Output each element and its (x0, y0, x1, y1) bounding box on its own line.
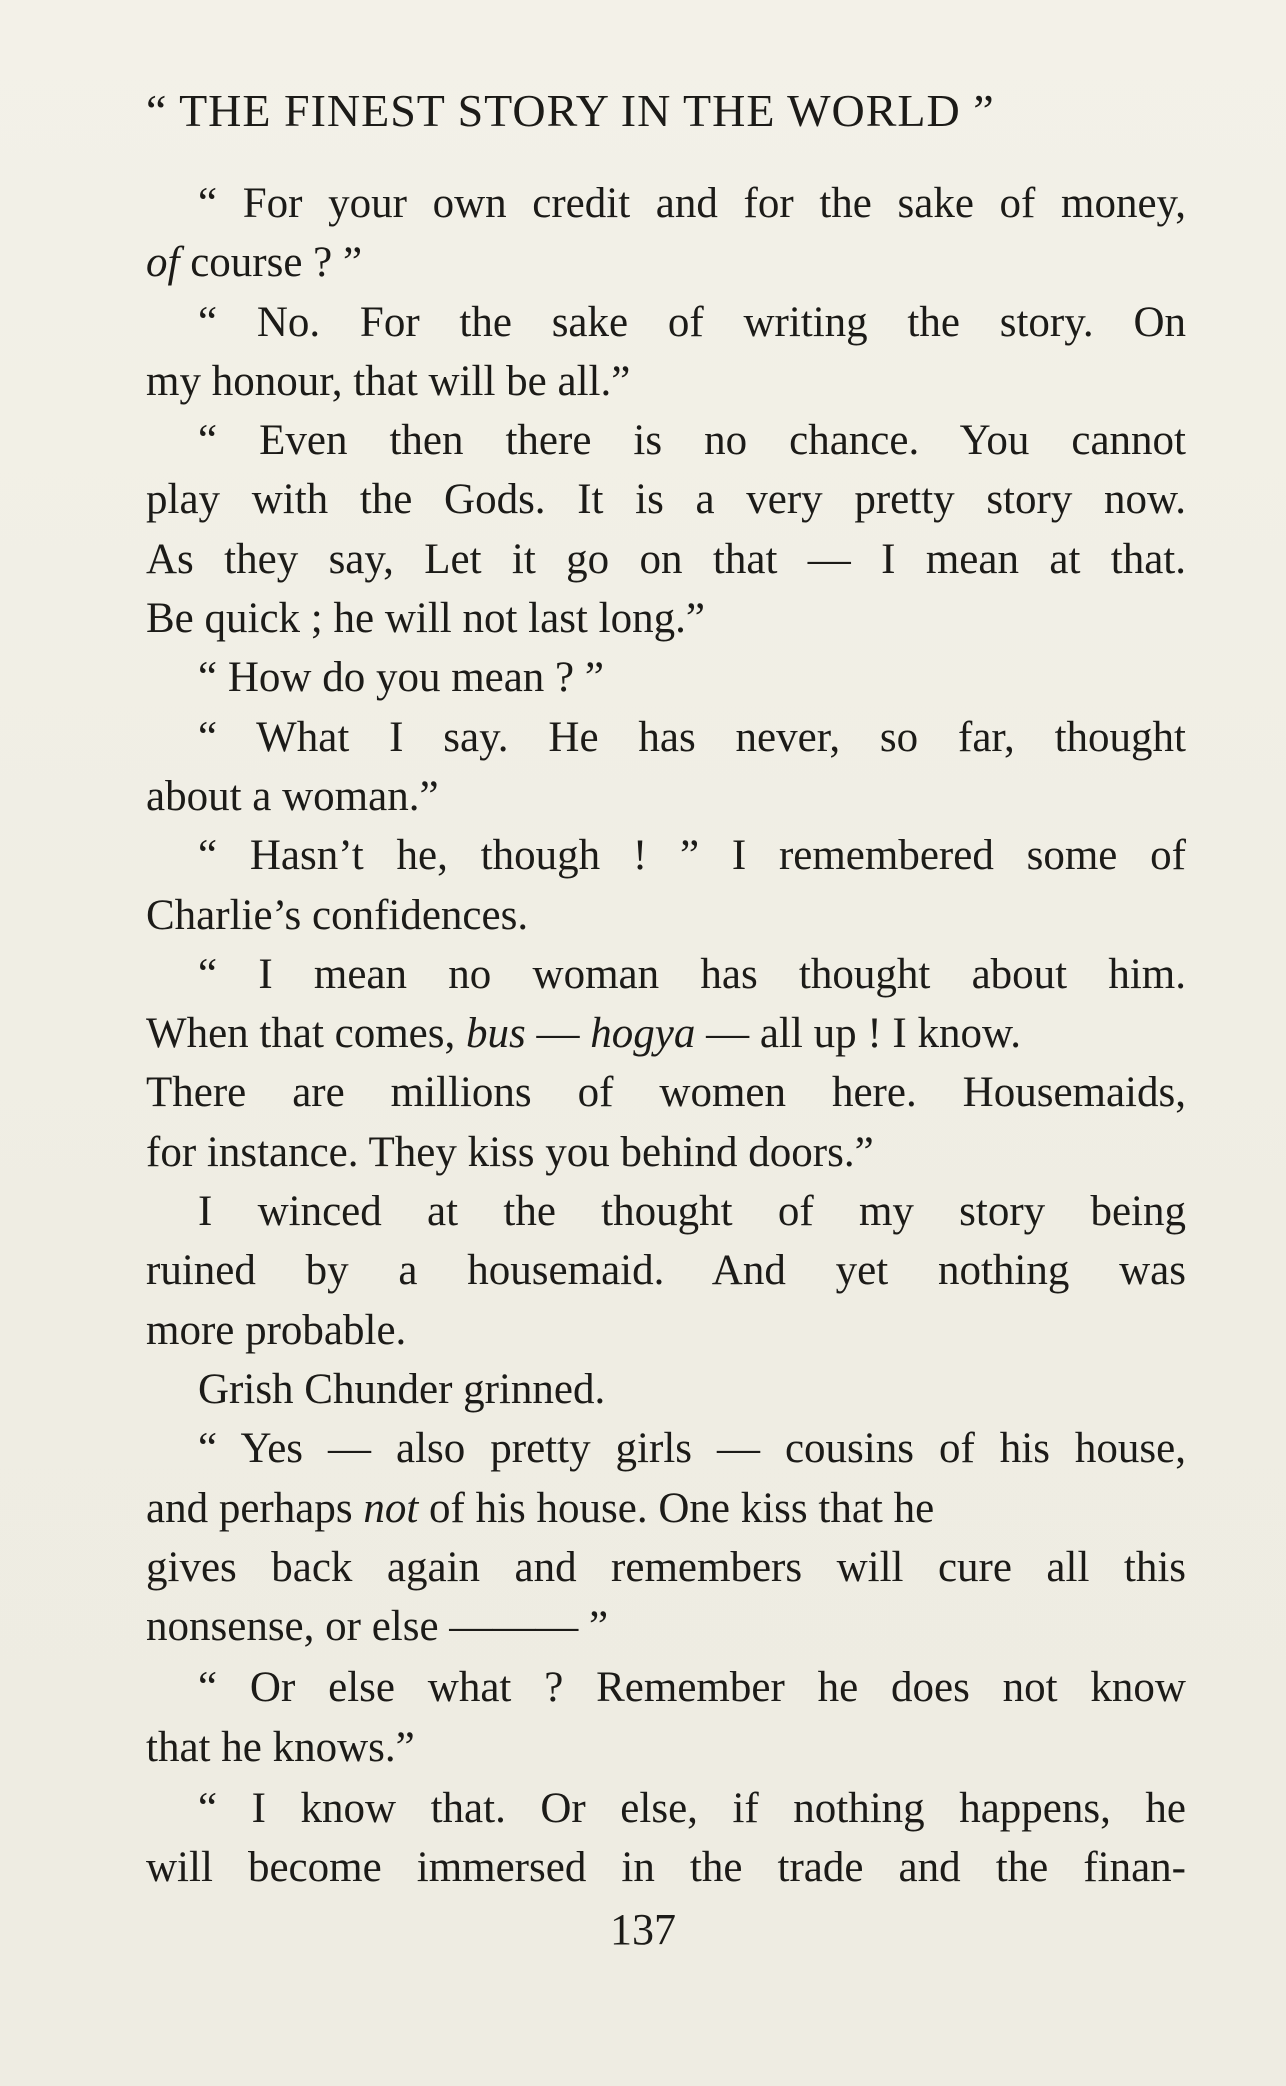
text-line: Be quick ; he will not last long.” (146, 595, 705, 643)
text-line: “ Or else what ? Remember he does not know (198, 1664, 1186, 1712)
italic-word: bus (466, 1010, 526, 1058)
text-line: Grish Chunder grinned. (198, 1365, 606, 1413)
text-line: that he knows.” (146, 1723, 415, 1771)
text-line: As they say, Let it go on that — I mean at that. (146, 535, 1186, 583)
italic-word: hogya (590, 1010, 696, 1058)
text-line: “ For your own credit and for the sake of money, (198, 180, 1186, 227)
text-line: “ How do you mean ? ” (198, 654, 604, 702)
text-line: Charlie’s confidences. (146, 891, 529, 939)
text-line: about a woman.” (146, 772, 439, 820)
text-line: will become immersed in the trade and the finan- (146, 1844, 1186, 1892)
text-line: nonsense, or else ——— ” (146, 1603, 609, 1651)
text-line: gives back again and remembers will cure all this (146, 1543, 1186, 1591)
text-fragment: course ? ” (190, 239, 363, 287)
text-line: “ I know that. Or else, if nothing happens, he (198, 1785, 1186, 1833)
text-line (146, 1479, 1186, 1538)
text-line: There are millions of women here. Housemaids, (146, 1069, 1186, 1117)
text-line: my honour, that will be all.” (146, 357, 631, 405)
text-fragment: of his house. One kiss that he (429, 1484, 935, 1532)
text-line: “ Even then there is no chance. You cannot (198, 417, 1186, 465)
text-line: “ What I say. He has never, so far, thought (198, 713, 1186, 761)
text-fragment: all up ! I know. (759, 1010, 1021, 1058)
text-line: more probable. (146, 1306, 407, 1354)
text-line: for instance. They kiss you behind doors.” (146, 1128, 874, 1176)
text-line: “ No. For the sake of writing the story. On (198, 298, 1186, 346)
em-dash: — (525, 1010, 591, 1058)
text-line: “ Hasn’t he, though ! ” I remembered some of (198, 832, 1186, 880)
italic-word: not (363, 1484, 419, 1532)
text-line (146, 233, 1186, 292)
text-fragment: When that comes, (146, 1010, 456, 1058)
text-line: “ Yes — also pretty girls — cousins of his house, (198, 1425, 1186, 1473)
text-line: I winced at the thought of my story being (198, 1188, 1186, 1236)
body-text (146, 174, 1186, 1898)
text-line (146, 1004, 1186, 1063)
page-number: 137 (610, 1905, 676, 1954)
text-line: play with the Gods. It is a very pretty story now. (146, 476, 1186, 524)
text-fragment: and perhaps (146, 1484, 353, 1532)
running-head: “ THE FINEST STORY IN THE WORLD ” (146, 85, 995, 136)
italic-word: of (146, 239, 180, 287)
text-line: “ I mean no woman has thought about him. (198, 950, 1186, 998)
em-dash: — (695, 1010, 760, 1058)
text-line: ruined by a housemaid. And yet nothing was (146, 1247, 1186, 1295)
